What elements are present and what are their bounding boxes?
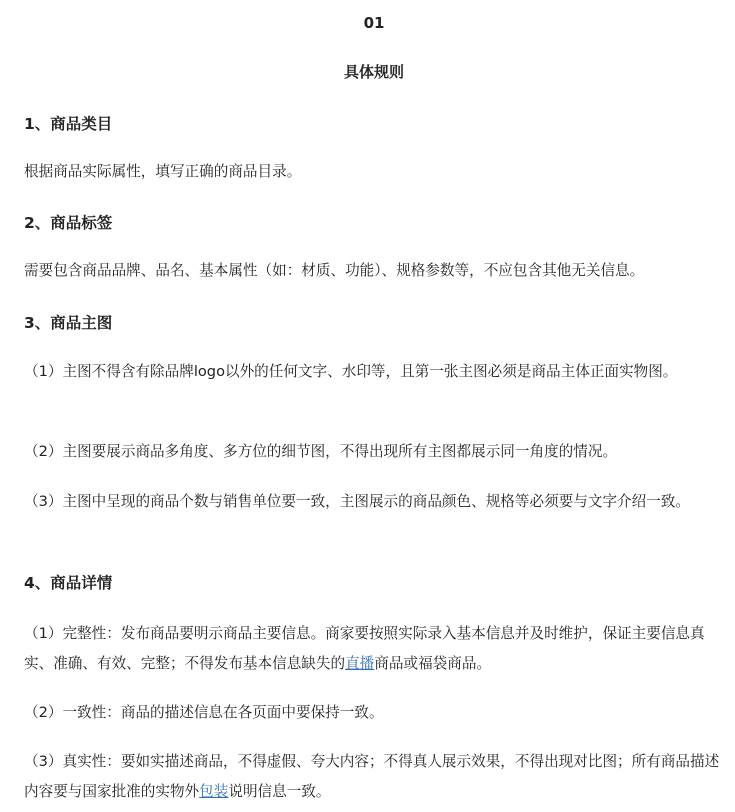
paragraph-completeness bbox=[24, 619, 724, 679]
heading-product-tags: 2、商品标签 bbox=[24, 214, 113, 232]
live-stream-link[interactable]: 直播 bbox=[345, 655, 375, 672]
paragraph-main-image-3: （3）主图中呈现的商品个数与销售单位要一致，主图展示的商品颜色、规格等必须要与文字介绍一致。 bbox=[24, 493, 691, 510]
heading-product-category: 1、商品类目 bbox=[24, 115, 113, 133]
paragraph-authenticity bbox=[24, 747, 724, 807]
paragraph-product-category: 根据商品实际属性，填写正确的商品目录。 bbox=[24, 163, 302, 180]
paragraph-consistency: （2）一致性：商品的描述信息在各页面中要保持一致。 bbox=[24, 704, 384, 721]
section-number: 01 bbox=[363, 14, 385, 32]
paragraph-main-image-2: （2）主图要展示商品多角度、多方位的细节图，不得出现所有主图都展示同一角度的情况。 bbox=[24, 443, 618, 460]
section-title: 具体规则 bbox=[343, 63, 404, 81]
paragraph-text: 商品或福袋商品。 bbox=[374, 655, 492, 672]
heading-main-image: 3、商品主图 bbox=[24, 314, 113, 332]
heading-product-details: 4、商品详情 bbox=[24, 574, 113, 592]
paragraph-text: （3）真实性：要如实描述商品，不得虚假、夸大内容；不得真人展示效果，不得出现对比图；所有商品描述内容要与国家批准的实物外 bbox=[24, 753, 720, 800]
paragraph-text: 说明信息一致。 bbox=[228, 783, 331, 800]
packaging-link[interactable]: 包装 bbox=[199, 783, 229, 800]
paragraph-main-image-1: （1）主图不得含有除品牌logo以外的任何文字、水印等，且第一张主图必须是商品主体正面实物图。 bbox=[24, 363, 678, 380]
paragraph-text: （1）完整性：发布商品要明示商品主要信息。商家要按照实际录入基本信息并及时维护，保证主要信息真实、准确、有效、完整；不得发布基本信息缺失的 bbox=[24, 625, 705, 672]
paragraph-product-tags: 需要包含商品品牌、品名、基本属性（如：材质、功能）、规格参数等，不应包含其他无关信息。 bbox=[24, 262, 645, 279]
